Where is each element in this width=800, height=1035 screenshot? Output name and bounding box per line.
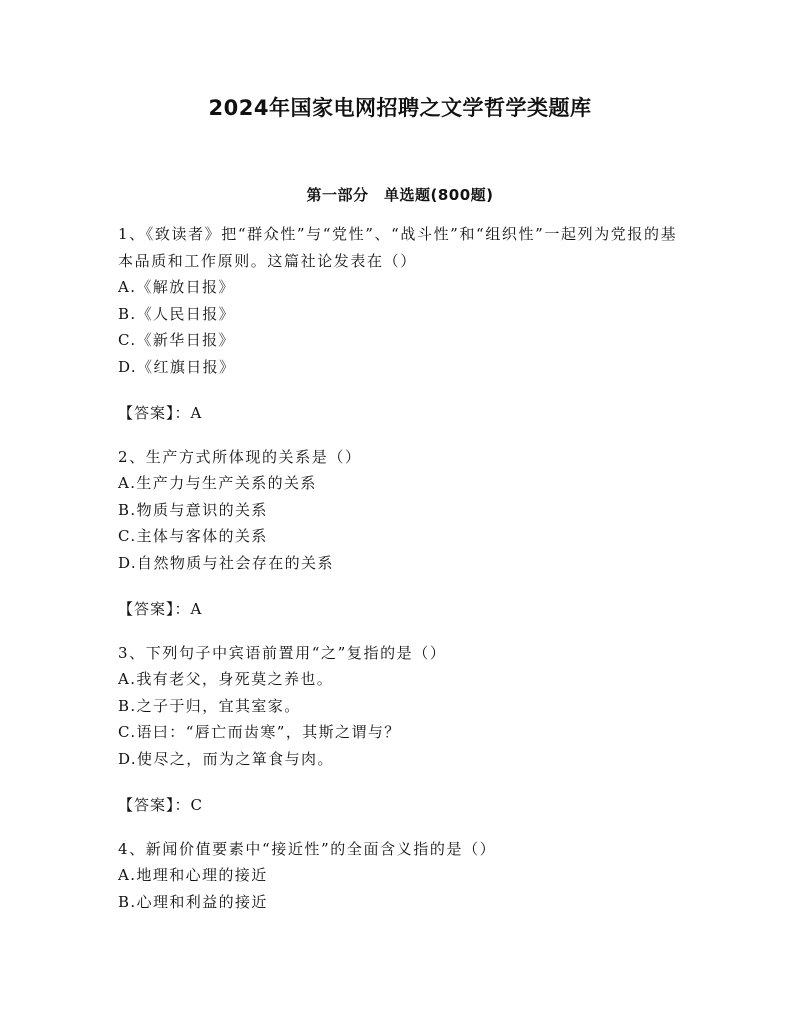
option-a: A.地理和心理的接近 — [118, 866, 268, 884]
answer-line: 【答案】：A — [118, 600, 203, 618]
question-stem: 4、新闻价值要素中“接近性”的全面含义指的是（） — [118, 839, 497, 858]
section-title: 第一部分 单选题(800题) — [306, 186, 494, 204]
option-b: B.心理和利益的接近 — [118, 892, 268, 911]
option-a: A.《解放日报》 — [118, 278, 235, 296]
option-b: B.物质与意识的关系 — [118, 500, 268, 519]
question-list — [118, 221, 688, 915]
answer-line: 【答案】：C — [118, 796, 203, 814]
question-4 — [118, 836, 688, 916]
option-d: D.《红旗日报》 — [118, 357, 236, 376]
option-c: C.语曰：“唇亡而齿寒”，其斯之谓与？ — [118, 723, 401, 741]
question-2 — [118, 444, 688, 623]
document-title: 2024年国家电网招聘之文学哲学类题库 — [208, 96, 592, 120]
option-a: A.生产力与生产关系的关系 — [118, 474, 317, 492]
question-1 — [118, 221, 688, 427]
option-b: B.之子于归，宜其室家。 — [118, 696, 301, 715]
question-3 — [118, 640, 688, 819]
option-c: C.主体与客体的关系 — [118, 527, 268, 545]
option-b: B.《人民日报》 — [118, 304, 235, 323]
answer-line: 【答案】：A — [118, 404, 203, 422]
question-stem: 2、生产方式所体现的关系是（） — [118, 447, 362, 466]
question-stem: 3、下列句子中宾语前置用“之”复指的是（） — [118, 643, 447, 662]
option-d: D.使尽之，而为之箪食与肉。 — [118, 749, 334, 768]
option-c: C.《新华日报》 — [118, 331, 235, 349]
option-d: D.自然物质与社会存在的关系 — [118, 553, 334, 572]
option-a: A.我有老父，身死莫之养也。 — [118, 670, 334, 688]
question-stem: 1、《致读者》把“群众性”与“党性”、“战斗性”和“组织性”一起列为党报的基本品质和工作原则。这篇社论发表在（） — [118, 225, 678, 270]
